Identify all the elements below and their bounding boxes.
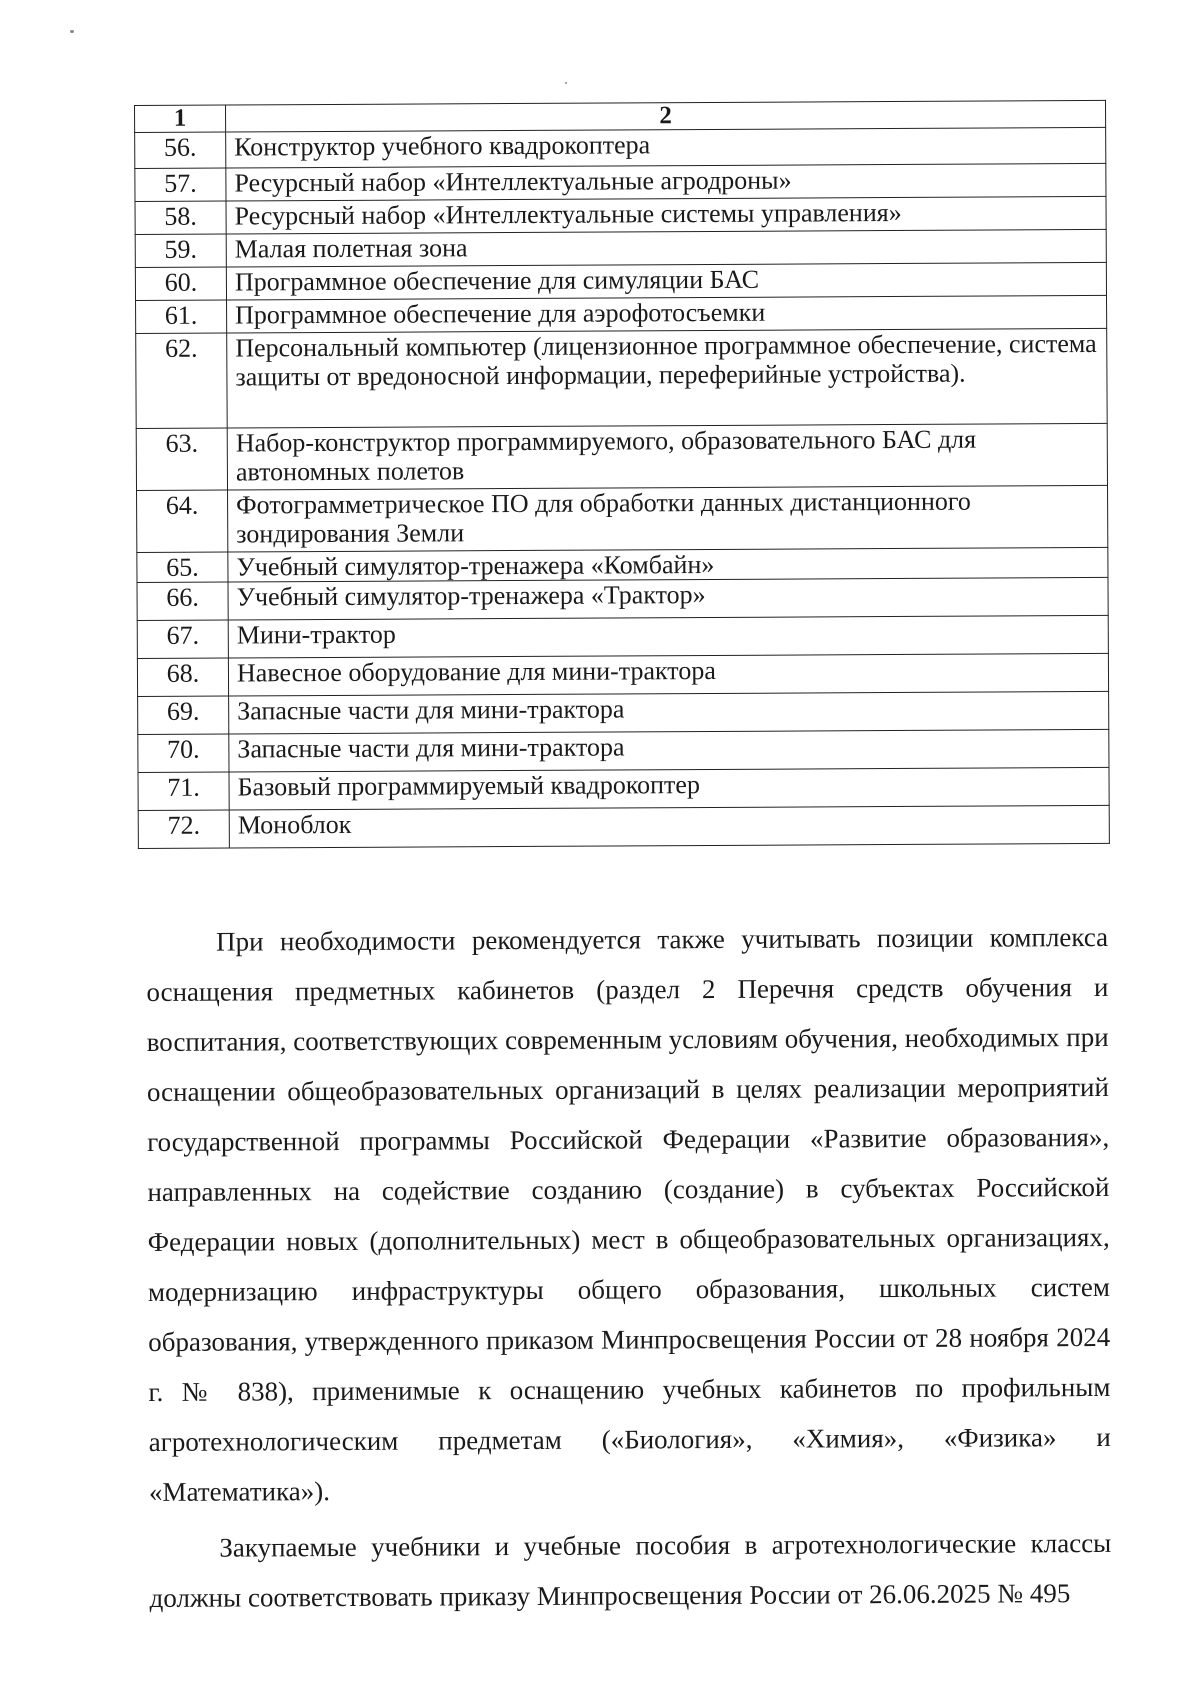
table-row [138,691,1109,734]
row-item-name: Моноблок [229,805,1109,848]
row-item-name: Запасные части для мини-трактора [229,691,1109,734]
paragraph-textbooks: Закупаемые учебники и учебные пособия в агротехнологические классы должны соответствовать приказу Минпросвещения России от 26.06.2025 № 495 [149,1527,1112,1613]
row-item-name: Программное обеспечение для аэрофотосъемки [227,295,1107,333]
row-number: 65. [137,552,228,582]
table-row [138,767,1109,810]
paragraph-equipment-recommendation: При необходимости рекомендуется также учитывать позиции комплекса оснащения предметных кабинетов (раздел 2 Перечня средств обучения и воспитания, соответствующих современным условиям обучения, необходимых при оснащении общеобразовательных организаций в целях реализации мероприятий государственной программы Российской Федерации «Развитие образования», направленных на содействие созданию (создание) в субъектах Российской Федерации новых (дополнительных) мест в общеобразовательных организациях, модернизацию инфраструктуры общего образования, школьных систем образования, утвержденного приказом Минпросвещения России от 28 ноября 2024 г. № 838), применимые к оснащению учебных кабинетов по профильным агротехнологическим предметам («Биология», «Химия», «Физика» и «Математика»). [146,921,1111,1507]
column-header-number: 1 [135,105,226,132]
table-row [136,423,1107,490]
row-item-name: Запасные части для мини-трактора [229,729,1109,772]
row-number: 70. [138,734,229,772]
row-number: 69. [138,696,229,734]
table-row [135,163,1106,201]
row-item-name: Программное обеспечение для симуляции БАС [226,262,1106,300]
row-number: 60. [135,267,226,300]
row-item-name: Ресурсный набор «Интеллектуальные агродроны» [226,163,1106,201]
row-item-name: Персональный компьютер (лицензионное программное обеспечение, система защиты от вредоносной информации, переферийные устройства). [227,328,1107,428]
table-row [137,485,1108,552]
row-item-name: Учебный симулятор-тренажера «Комбайн» [228,547,1108,582]
row-number: 57. [135,168,226,201]
scan-speck [565,82,567,84]
row-item-name: Набор-конструктор программируемого, образовательного БАС для автономных полетов [227,423,1107,490]
row-item-name: Фотограмметрическое ПО для обработки данных дистанционного зондирования Земли [228,485,1108,552]
scan-speck [70,30,74,33]
row-number: 66. [137,582,228,620]
row-number: 64. [137,490,228,552]
row-item-name: Учебный симулятор-тренажера «Трактор» [228,577,1108,620]
row-number: 59. [135,234,226,267]
row-number: 71. [138,772,229,810]
row-item-name: Навесное оборудование для мини-трактора [228,653,1108,696]
table-row [137,615,1108,658]
row-number: 63. [136,428,227,490]
table-row [137,653,1108,696]
table-row [135,196,1106,234]
row-item-name: Мини-трактор [228,615,1108,658]
row-item-name: Малая полетная зона [226,229,1106,267]
row-number: 56. [135,132,226,168]
table-row [137,577,1108,620]
row-item-name: Конструктор учебного квадрокоптера [226,127,1106,168]
equipment-table [134,100,1110,849]
row-number: 61. [136,300,227,333]
table-row [136,295,1107,333]
row-number: 72. [138,810,229,848]
table-row [135,127,1106,168]
row-number: 68. [137,658,228,696]
table-row [136,328,1107,428]
row-number: 62. [136,333,227,428]
row-number: 67. [137,620,228,658]
body-text [146,912,1112,1623]
row-number: 58. [135,201,226,234]
row-item-name: Ресурсный набор «Интеллектуальные системы управления» [226,196,1106,234]
table-row [138,805,1109,848]
table-row [138,729,1109,772]
table-row [135,262,1106,300]
table-row [135,229,1106,267]
row-item-name: Базовый программируемый квадрокоптер [229,767,1109,810]
column-header-name: 2 [226,100,1106,132]
